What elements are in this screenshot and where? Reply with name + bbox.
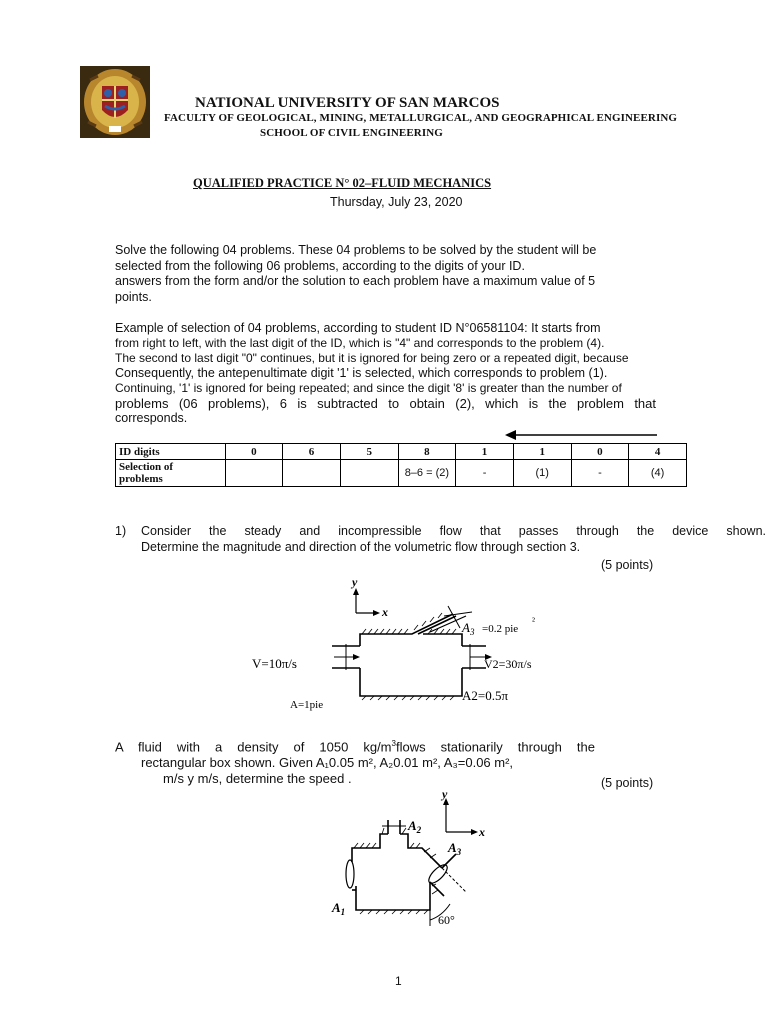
table-row-header (116, 460, 226, 487)
table-row (116, 444, 687, 460)
id-selection-table (115, 443, 687, 487)
axis-x-label: x (479, 825, 485, 839)
digit-cell: 6 (283, 444, 341, 460)
a1-subscript: 1 (340, 907, 346, 917)
selection-example (115, 321, 685, 426)
selection-cell: - (571, 460, 629, 487)
a3-label (447, 840, 462, 857)
a2-label (407, 818, 422, 835)
university-name: NATIONAL UNIVERSITY OF SAN MARCOS (195, 95, 500, 111)
digit-cell: 0 (571, 444, 629, 460)
problem-2-text: A fluid with a density of 1050 kg/m (115, 739, 392, 755)
a3-label (461, 620, 475, 637)
a2-label: A2=0.5π (462, 688, 509, 703)
problem-1-line: Determine the magnitude and direction of the volumetric flow through section 3. (141, 540, 581, 554)
digit-cell: 1 (513, 444, 571, 460)
example-line: Example of selection of 04 problems, according to student ID N°06581104: It starts from (115, 321, 601, 335)
digit-cell: 5 (340, 444, 398, 460)
problem-2-line: rectangular box shown. Given A₁0.05 m², A₂0.01 m², A₃=0.06 m², (141, 755, 514, 771)
a3-subscript: 3 (456, 847, 462, 857)
axis-y-label: y (442, 790, 448, 801)
problem-1-points: (5 points) (601, 558, 654, 572)
example-line: Consequently, the antepenultimate digit '1' is selected, which corresponds to problem (1). (115, 366, 608, 380)
faculty-name: FACULTY OF GEOLOGICAL, MINING, METALLURGICAL, AND GEOGRAPHICAL ENGINEERING (164, 112, 678, 124)
problem-1-line: Consider the steady and incompressible flow that passes through the device shown. (141, 524, 766, 538)
instructions-line: selected from the following 06 problems, according to the digits of your ID. (115, 258, 525, 273)
instructions-line: answers from the form and/or the solution to each problem have a maximum value of 5 (115, 274, 596, 288)
table-row-header: ID digits (116, 444, 226, 460)
a3-symbol: A (448, 840, 457, 855)
problem-2-figure (326, 790, 496, 930)
page-number: 1 (395, 974, 402, 988)
v1-label: V=10π/s (252, 656, 297, 671)
instructions-line: points. (115, 289, 152, 304)
v2-label: V2=30π/s (484, 657, 532, 671)
problem-2 (115, 736, 595, 787)
digit-cell: 1 (456, 444, 514, 460)
digit-cell: 4 (629, 444, 687, 460)
a2-symbol: A (408, 818, 417, 833)
school-name: SCHOOL OF CIVIL ENGINEERING (260, 127, 443, 139)
problem-number: 1) (115, 524, 127, 538)
example-line: from right to left, with the last digit of the ID, which is "4" and corresponds to the problem (4). (115, 336, 605, 350)
problem-2-line: m/s y m/s, determine the speed . (163, 771, 352, 787)
table-row (116, 460, 687, 487)
row-header-line: problems (119, 473, 163, 485)
problem-2-text: flows stationarily through the (395, 739, 595, 755)
superscript: 3 (391, 739, 396, 748)
problem-2-points: (5 points) (601, 776, 654, 790)
instructions (115, 243, 675, 305)
selection-cell: (1) (513, 460, 571, 487)
axis-x-label: x (382, 605, 388, 619)
instructions-line: Solve the following 04 problems. These 04 problems to be solved by the student will be (115, 243, 597, 257)
a2-subscript: 2 (416, 825, 422, 835)
digit-cell: 0 (225, 444, 283, 460)
problem-1-figure (248, 576, 558, 712)
a1-label (331, 900, 345, 917)
selection-cell: (4) (629, 460, 687, 487)
exam-title-text: QUALIFIED PRACTICE N° 02–FLUID MECHANICS (193, 176, 492, 190)
example-line: Continuing, '1' is ignored for being repeated; and since the digit '8' is greater than the number of (115, 381, 622, 395)
selection-cell (225, 460, 283, 487)
example-line: The second to last digit "0" continues, but it is ignored for being zero or a repeated digit, because (115, 351, 629, 365)
a3-subscript: 3 (469, 627, 475, 637)
problem-1 (115, 523, 766, 555)
selection-cell: 8–6 = (2) (398, 460, 456, 487)
selection-cell (340, 460, 398, 487)
digit-cell: 8 (398, 444, 456, 460)
university-seal (80, 66, 150, 138)
a1-symbol: A (332, 900, 341, 915)
axis-y-label: y (352, 576, 358, 589)
angle-label: 60° (438, 913, 455, 927)
example-line: corresponds. (115, 411, 188, 425)
row-header-line: Selection of (119, 461, 174, 473)
a3-symbol: A (462, 620, 470, 635)
a3-value: =0.2 pie (482, 623, 519, 635)
selection-cell (283, 460, 341, 487)
selection-cell: - (456, 460, 514, 487)
a3-exponent: ² (532, 616, 535, 627)
exam-title (193, 176, 541, 191)
problem-2-line (115, 736, 595, 755)
example-line: problems (06 problems), 6 is subtracted to obtain (2), which is the problem that (115, 396, 656, 411)
exam-date: Thursday, July 23, 2020 (330, 195, 463, 209)
a1-label: A=1pie (290, 699, 324, 711)
